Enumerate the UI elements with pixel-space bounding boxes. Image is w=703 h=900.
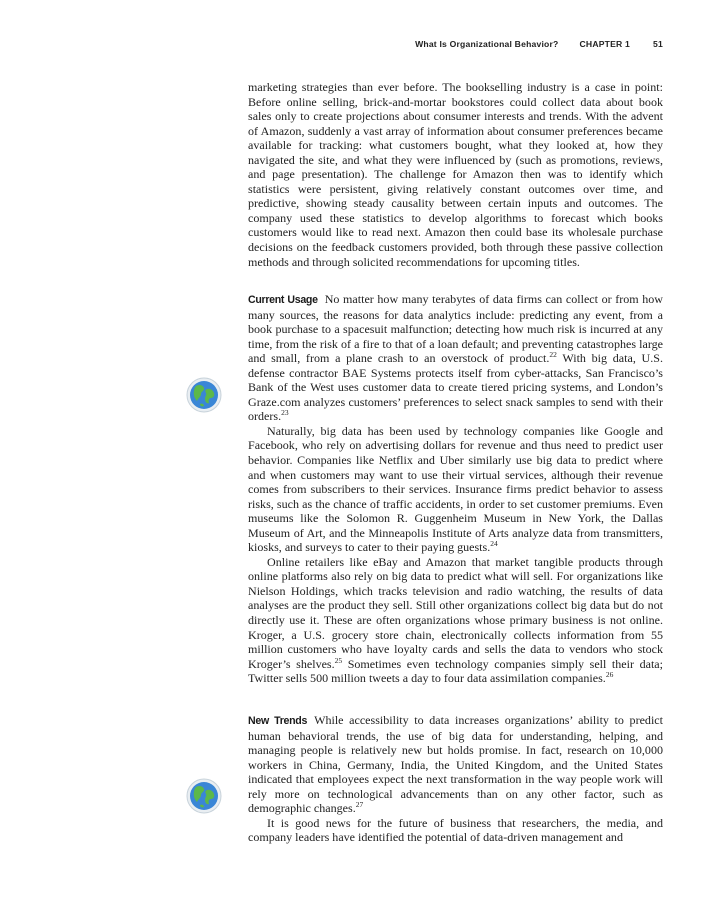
intro-paragraph: marketing strategies than ever before. The bookselling industry is a case in point: Before online selling, brick-and-mortar bookstores could collect data about book sales only to create projections about consumer interests and trends. With the advent of Amazon, suddenly a vast array of information about consumer preferences became available for tracking: what customers bought, what they looked at, how they navigated the site, and what they were influenced by (such as promotions, reviews, and page presentation). The challenge for Amazon then was to identify which statistics were persistent, giving relatively constant outcomes over time, and predictive, showing steady causality between certain inputs and outcomes. The company used these statistics to develop algorithms to forecast which books customers would like to read next. Amazon then could base its wholesale purchase decisions on the feedback customers provided, both through these passive collection methods and through solicited recommendations for upcoming titles. bbox=[248, 80, 663, 269]
new-trends-text-1: While accessibility to data increases organizations’ ability to predict human behavioral trends, the use of big data for understanding, helping, and managing people is relatively new but holds promise. In fact, research on 10,000 workers in China, Germany, India, the United Kingdom, and the United States indicated that employees expect the next transformation in the way people work will rely more on technological advancements than on any other factor, such as demographic changes. bbox=[248, 713, 663, 816]
current-usage-text-3: Online retailers like eBay and Amazon that market tangible products through online platforms also rely on big data to predict what will sell. For organizations like Nielson Holdings, which tracks television and radio watching, the results of data analyses are the product they sell. Still other organizations collect big data but do not directly use it. These are often organizations whose primary business is not online. Kroger, a U.S. grocery store chain, electronically collects information from 55 million customers who have loyalty cards and sells the data to vendors who stock Kroger’s shelves. bbox=[248, 554, 663, 671]
new-trends-paragraph-2: It is good news for the future of business that researchers, the media, and company leaders have identified the potential of data-driven management and bbox=[248, 815, 663, 845]
current-usage-text-1b: With big data, U.S. defense contractor BAE Systems protects itself from cyber-attacks, San Francisco’s Bank of the West uses customer data to create tiered pricing systems, and London’s Graze.com analyzes customers’ preferences to select snack samples to send with their orders. bbox=[248, 351, 663, 424]
endnote-ref-25[interactable]: 25 bbox=[334, 655, 343, 665]
endnote-ref-27[interactable]: 27 bbox=[355, 800, 364, 810]
endnote-ref-24[interactable]: 24 bbox=[490, 539, 498, 549]
current-usage-text-2: Naturally, big data has been used by technology companies like Google and Facebook, who rely on advertising dollars for revenue and thus need to predict user behavior. Companies like Netflix and Uber similarly use big data to predict where and when customers may want to use their virtual services, although their revenue comes from subscribers to their services. Insurance firms predict behavior to assess risks, such as the chance of traffic accidents, in order to set customer premiums. Even museums like the Solomon R. Guggenheim Museum in New York, the Dallas Museum of Art, and the Minneapolis Institute of Arts analyze data from transmitters, kiosks, and surveys to cater to their paying guests. bbox=[248, 423, 663, 555]
running-header-title: What Is Organizational Behavior? bbox=[415, 39, 559, 49]
intro-paragraph-block bbox=[248, 80, 663, 269]
endnote-ref-23[interactable]: 23 bbox=[281, 408, 289, 418]
globe-icon[interactable] bbox=[186, 377, 222, 413]
current-usage-text-1: No matter how many terabytes of data firms can collect or from how many sources, the reasons for data analytics include: predicting any event, from a book purchase to a spacesuit malfunction; detecting how much risk is incurred at any time, from the risk of a fire to that of a loan default; and preventing catastrophes large and small, from a plane crash to an overstock of product. bbox=[248, 292, 663, 366]
section-heading-new-trends: New Trends bbox=[248, 715, 308, 727]
current-usage-paragraph-2 bbox=[248, 424, 663, 555]
globe-icon[interactable] bbox=[186, 778, 222, 814]
section-current-usage bbox=[248, 292, 663, 686]
new-trends-paragraph-1 bbox=[248, 713, 663, 816]
current-usage-paragraph-1 bbox=[248, 292, 663, 424]
current-usage-text-3b: Sometimes even technology companies simply sell their data; Twitter sells 500 million tweets a day to four data assimilation companies. bbox=[248, 656, 663, 686]
running-header bbox=[415, 39, 663, 49]
endnote-ref-22[interactable]: 22 bbox=[549, 350, 557, 360]
page-number: 51 bbox=[653, 39, 663, 49]
endnote-ref-26[interactable]: 26 bbox=[605, 670, 614, 680]
current-usage-paragraph-3 bbox=[248, 555, 663, 686]
section-new-trends bbox=[248, 713, 663, 845]
chapter-label: CHAPTER 1 bbox=[579, 39, 631, 49]
section-heading-current-usage: Current Usage bbox=[248, 294, 318, 306]
